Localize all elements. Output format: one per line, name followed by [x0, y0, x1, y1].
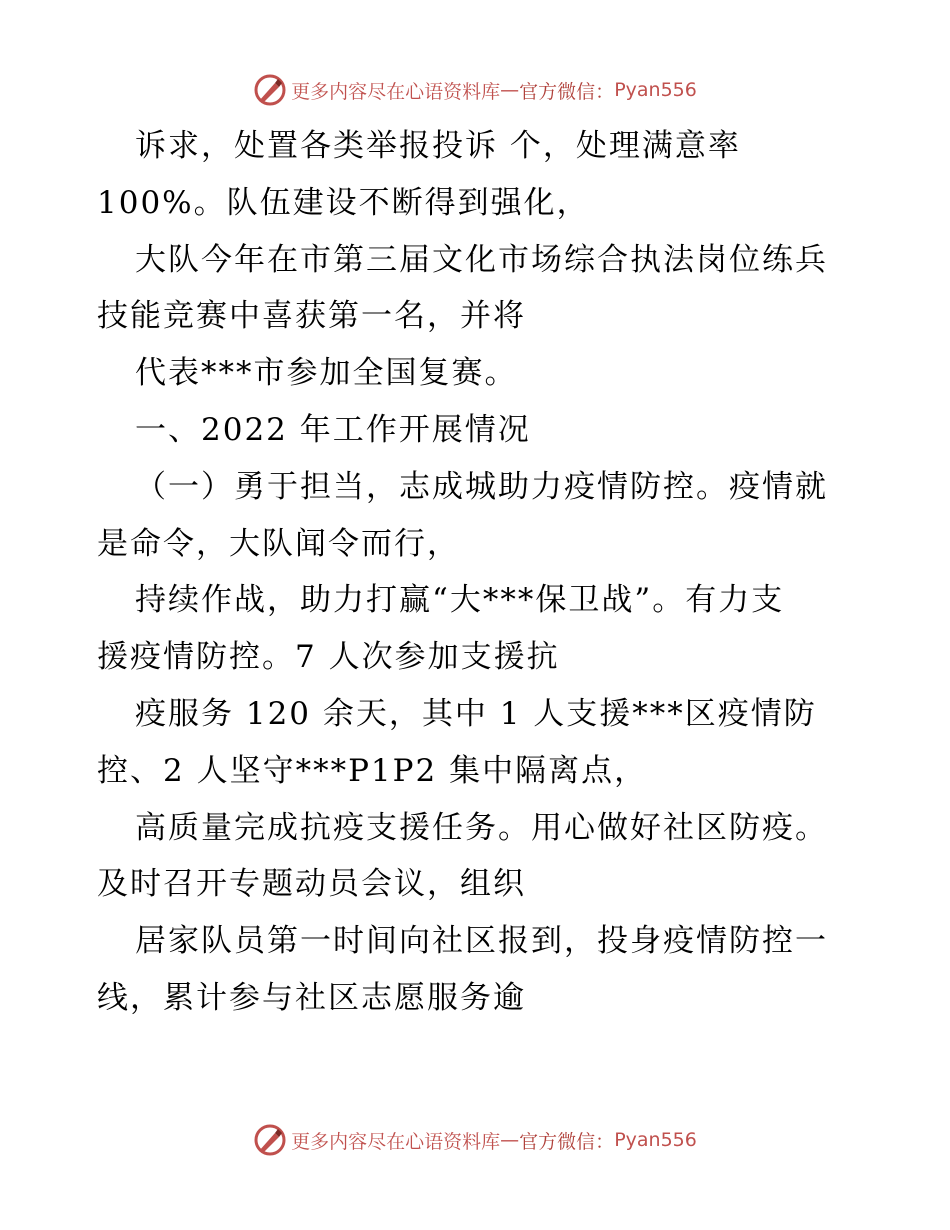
body-line: 持续作战，助力打赢“大***保卫战”。有力支	[135, 582, 785, 619]
header-watermark	[0, 70, 950, 110]
pen-logo-icon	[253, 1123, 287, 1157]
pen-logo-icon	[253, 73, 287, 107]
watermark-dash: —	[500, 1129, 520, 1151]
body-line: 技能竞赛中喜获第一名，并将	[97, 298, 526, 335]
watermark-wechat-id: Pyan556	[614, 1129, 697, 1151]
body-line: 居家队员第一时间向社区报到，投身疫情防控一	[135, 923, 828, 960]
body-line: 线，累计参与社区志愿服务逾	[97, 979, 526, 1016]
body-line: 疫服务 120 余天，其中 1 人支援***区疫情防	[135, 695, 817, 732]
body-line: 高质量完成抗疫支援任务。用心做好社区防疫。	[135, 809, 828, 846]
watermark-text: 更多内容尽在心语资料库	[291, 1130, 501, 1153]
body-line: 诉求，处置各类举报投诉 个，处理满意率	[135, 128, 741, 164]
watermark-dash: —	[500, 79, 520, 101]
watermark-text: 更多内容尽在心语资料库	[291, 80, 501, 103]
body-line: 是命令，大队闻令而行，	[97, 525, 460, 562]
document-body	[97, 118, 877, 1027]
body-line: 援疫情防控。7 人次参加支援抗	[97, 639, 560, 676]
body-line: 代表***市参加全国复赛。	[135, 355, 518, 392]
body-line: 大队今年在市第三届文化市场综合执法岗位练兵	[135, 241, 828, 278]
footer-watermark	[0, 1120, 950, 1160]
body-line: 控、2 人坚守***P1P2 集中隔离点，	[97, 752, 648, 789]
section-heading: 一、2022 年工作开展情况	[135, 411, 531, 448]
body-line: （一）勇于担当，志成城助力疫情防控。疫情就	[135, 468, 828, 505]
body-line: 及时召开专题动员会议，组织	[97, 866, 526, 903]
body-line: 100%。队伍建设不断得到强化，	[97, 184, 590, 221]
watermark-wechat-label: 官方微信：	[519, 1130, 615, 1153]
watermark-wechat-label: 官方微信：	[519, 80, 615, 103]
watermark-wechat-id: Pyan556	[614, 79, 697, 101]
